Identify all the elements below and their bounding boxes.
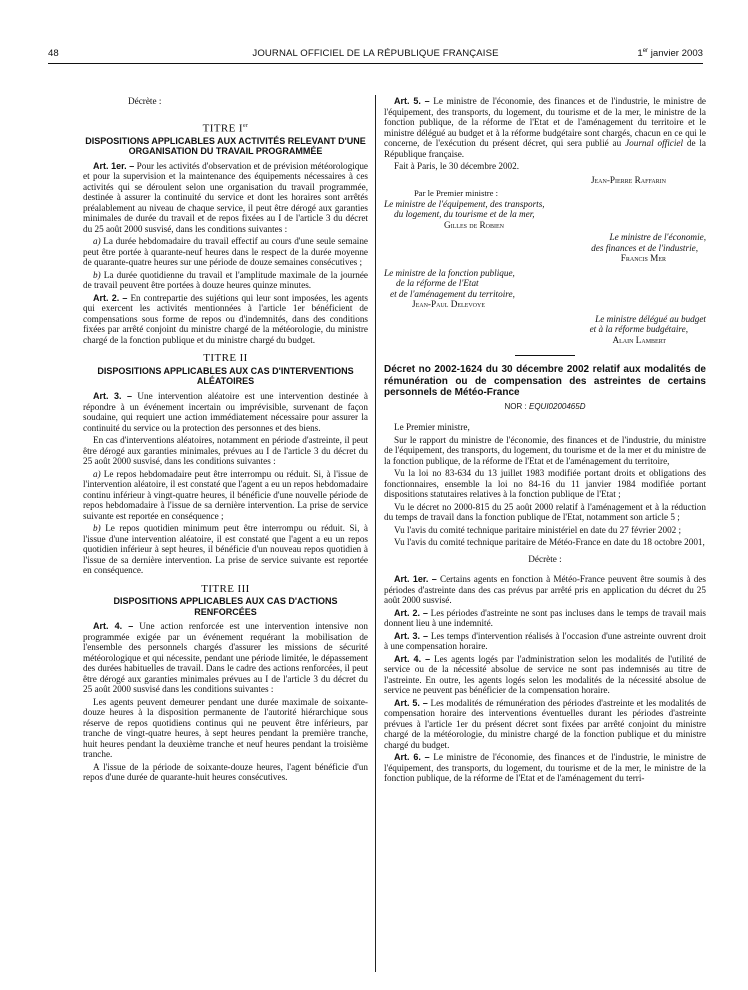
article-1-a: a) La durée hebdomadaire du travail effectif au cours d'une seule semaine peut être portée à quarante-neuf heures dans le respect de la durée moyenne de quarante-quatre heures sur une période de douze semaines consécutives ; (83, 236, 368, 268)
min-fonction-publique-name: Jean-Paul Delevoye (412, 299, 485, 309)
visa-rapport: Sur le rapport du ministre de l'économie, des finances et de l'industrie, du ministre de l'équipement, des transports, du logement, du tourisme et de la mer et du ministre de la fonction publique, de la réforme de l'Etat et de l'aménagement du territoire, (384, 434, 706, 466)
titre-1: TITRE Ier (202, 122, 249, 135)
decret-article-2: Art. 2. – Les périodes d'astreinte ne sont pas incluses dans le temps de travail mais donnent lieu à une indemnité. (384, 607, 707, 629)
header-rule (48, 63, 703, 64)
decret-article-4: Art. 4. – Les agents logés par l'administration selon les modalités de l'utilité de service ou de la nécessité absolue de service ne sont pas indemnisés au titre de l'astreinte. En outre, les agents logés selon les modalités de la nécessité absolue de service ne peuvent pas bénéficier de la compensation horaire. (384, 653, 707, 696)
page-number: 48 (48, 48, 59, 59)
fait-a-paris: Fait à Paris, le 30 décembre 2002. (394, 161, 520, 171)
min-equipement-title-2: du logement, du tourisme et de la mer, (394, 209, 535, 219)
decret-title: Décret no 2002-1624 du 30 décembre 2002 relatif aux modalités de rémunération ou de compensation des astreintes de certains personnels de Météo-France (384, 364, 706, 399)
min-fonction-publique-title-2: de la réforme de l'Etat (396, 278, 479, 288)
article-4-p3: A l'issue de la période de soixante-douze heures, l'agent bénéficie d'un repos d'une durée de quarante-huit heures consécutives. (83, 761, 368, 783)
nor-reference: NOR : EQUI0200465D (504, 401, 586, 411)
premier-ministre: Le Premier ministre, (394, 422, 470, 433)
titre-3-heading: DISPOSITIONS APPLICABLES AUX CAS D'ACTIONS RENFORCÉES (113, 596, 338, 617)
article-3-b: b) Le repos quotidien minimum peut être interrompu ou réduit. Si, à l'issue d'une intervention aléatoire, il est constaté que l'agent a eu un repos quotidien inférieur à sept heures, il bénéficie d'un nouveau repos quotidien à l'issue de sa dernière intervention. La prise de service suivante est reportée en conséquence. (83, 523, 368, 576)
min-economie-title-2: des finances et de l'industrie, (591, 242, 698, 253)
decrete-line: Décrète : (128, 96, 162, 106)
titre-1-heading: DISPOSITIONS APPLICABLES AUX ACTIVITÉS RELEVANT D'UNE ORGANISATION DU TRAVAIL PROGRAMMÉE (85, 135, 366, 157)
visa-avis-meteo-france: Vu l'avis du comité technique paritaire de Météo-France en date du 18 octobre 2001, (394, 537, 705, 548)
article-5: Art. 5. – Le ministre de l'économie, des finances et de l'industrie, le ministre de l'équipement, des transports, du logement, du tourisme et de la mer, le ministre de la fonction publique, de la réforme de l'Etat et de l'aménagement du territoire et le ministre délégué au budget et à la réforme budgétaire sont chargés, chacun en ce qui le concerne, de l'exécution du présent décret, qui sera publié au Journal officiel de la République française. (384, 96, 706, 159)
min-budget-title-2: et à la réforme budgétaire, (589, 324, 688, 334)
min-budget-name: Alain Lambert (612, 334, 666, 345)
min-equipement-name: Gilles de Robien (444, 219, 505, 230)
page-header (48, 48, 703, 64)
visa-decret: Vu le décret no 2000-815 du 25 août 2000 relatif à l'aménagement et à la réduction du temps de travail dans la fonction publique de l'Etat, notamment son article 5 ; (384, 501, 706, 523)
decret-article-3: Art. 3. – Les temps d'intervention réalisés à l'occasion d'une astreinte ouvrent droit à une compensation horaire. (384, 630, 707, 652)
min-fonction-publique-title-1: Le ministre de la fonction publique, (384, 267, 515, 278)
issue-date: 1er janvier 2003 (637, 48, 703, 60)
decrete-line-2: Décrète : (528, 553, 562, 564)
titre-2-heading: DISPOSITIONS APPLICABLES AUX CAS D'INTERVENTIONS ALÉATOIRES (97, 365, 354, 387)
article-3-p2: En cas d'interventions aléatoires, notamment en période d'astreinte, il peut être dérogé aux garanties minimales, prévues au I de l'article 3 du décret du 25 août 2000 susvisé, dans les conditions suivantes : (83, 435, 368, 467)
decret-article-5: Art. 5. – Les modalités de rémunération des périodes d'astreinte et les modalités de compensation horaire des interventions éventuelles durant les périodes d'astreinte prévues à l'article 1er du présent décret sont fixées par arrêté conjoint du ministre chargé de la météorologie, du ministre chargé de la fonction publique et du ministre chargé du budget. (384, 697, 706, 750)
min-fonction-publique-title-3: et de l'aménagement du territoire, (390, 288, 515, 299)
article-3-a: a) Le repos hebdomadaire peut être interrompu ou réduit. Si, à l'issue de l'intervention aléatoire, il est constaté que l'agent a eu un repos hebdomadaire continu inférieur à vingt-quatre heures, il bénéficie d'une nouvelle période de repos hebdomadaire à l'issue de sa dernière intervention. La prise de service suivante est reportée en conséquence ; (83, 468, 368, 521)
journal-title: JOURNAL OFFICIEL DE LA RÉPUBLIQUE FRANÇAISE (252, 48, 499, 59)
min-economie-name: Francis Mer (620, 253, 666, 263)
column-divider (375, 95, 376, 972)
article-4-p2: Les agents peuvent demeurer pendant une durée maximale de soixante-douze heures à la disposition permanente de l'autorité hiérarchique sous réserve de repos quotidiens continus qui ne peuvent être inférieurs, par tranche de vingt-quatre heures, à sept heures pendant la première tranche, huit heures pendant la deuxième tranche et neuf heures pendant la troisième tranche. (83, 696, 368, 760)
min-budget-title-1: Le ministre délégué au budget (595, 313, 706, 324)
article-1-b: b) La durée quotidienne du travail et l'amplitude maximale de la journée de travail peuvent être portées à douze heures quinze minutes. (83, 269, 368, 291)
article-3: Art. 3. – Une intervention aléatoire est une intervention destinée à répondre à un événement incertain ou imprévisible, survenant de façon soudaine, qui requiert une action immédiatement nécessaire pour assurer la continuité du service ou la protection des personnes et des biens. (83, 391, 368, 433)
article-1: Art. 1er. – Pour les activités d'observation et de prévision météorologique et pour la supervision et la maintenance des équipements nécessaires à ces activités qui se déroulent selon une organisation du travail programmée, destinée à assurer la continuité du service et dont les horaires sont arrêtés préalablement au niveau de chaque service, il peut être dérogé aux garanties minimales de durée du travail et de repos fixées au I de l'article 3 du décret du 25 août 2000 susvisé, dans les conditions suivantes : (83, 160, 368, 234)
right-column (384, 96, 706, 786)
titre-2: TITRE II (203, 352, 248, 365)
article-4: Art. 4. – Une action renforcée est une intervention intensive non programmée exigée par un événement requérant la mobilisation de l'ensemble des personnels chargés d'assurer les missions de sécurité météorologique et qui nécessite, pendant une période limitée, le dépassement des durées habituelles de travail. Dans le cadre des actions renforcées, il peut être dérogé aux garanties minimales prévues au I de l'article 3 du décret du 25 août 2000 susvisé dans les conditions suivantes : (83, 621, 369, 695)
decret-article-6: Art. 6. – Le ministre de l'économie, des finances et de l'industrie, le ministre de l'équipement, des transports, du logement, du tourisme et de la mer, le ministre de la fonction publique, de la réforme de l'Etat et de l'aménagement du terri- (384, 752, 706, 784)
min-equipement-title-1: Le ministre de l'équipement, des transports, (384, 198, 545, 209)
section-rule (515, 355, 575, 356)
left-column (83, 96, 368, 785)
visa-avis-ministeriel: Vu l'avis du comité technique paritaire ministériel en date du 27 février 2002 ; (394, 524, 682, 535)
signer-premier-ministre: Jean-Pierre Raffarin (590, 174, 666, 185)
min-economie-title-1: Le ministre de l'économie, (609, 232, 706, 242)
titre-3: TITRE III (201, 582, 250, 595)
article-2: Art. 2. – En contrepartie des sujétions qui leur sont imposées, les agents qui exercent les activités mentionnées à l'article 1er bénéficient de compensations sous forme de repos ou d'indemnités, dans des conditions fixées par arrêté conjoint du ministre chargé de la météorologie, du ministre chargé de la fonction publique et du ministre chargé du budget. (83, 292, 368, 345)
visa-loi: Vu la loi no 83-634 du 13 juillet 1983 modifiée portant droits et obligations des fonctionnaires, ensemble la loi no 84-16 du 11 janvier 1984 modifiée portant dispositions statutaires relatives à la fonction publique de l'Etat ; (384, 468, 706, 500)
par-premier-ministre: Par le Premier ministre : (414, 188, 499, 198)
decret-article-1: Art. 1er. – Certains agents en fonction à Météo-France peuvent être soumis à des périodes d'astreinte dans des cas prévus par arrêté pris en application du décret du 25 août 2000 susvisé. (384, 574, 706, 606)
